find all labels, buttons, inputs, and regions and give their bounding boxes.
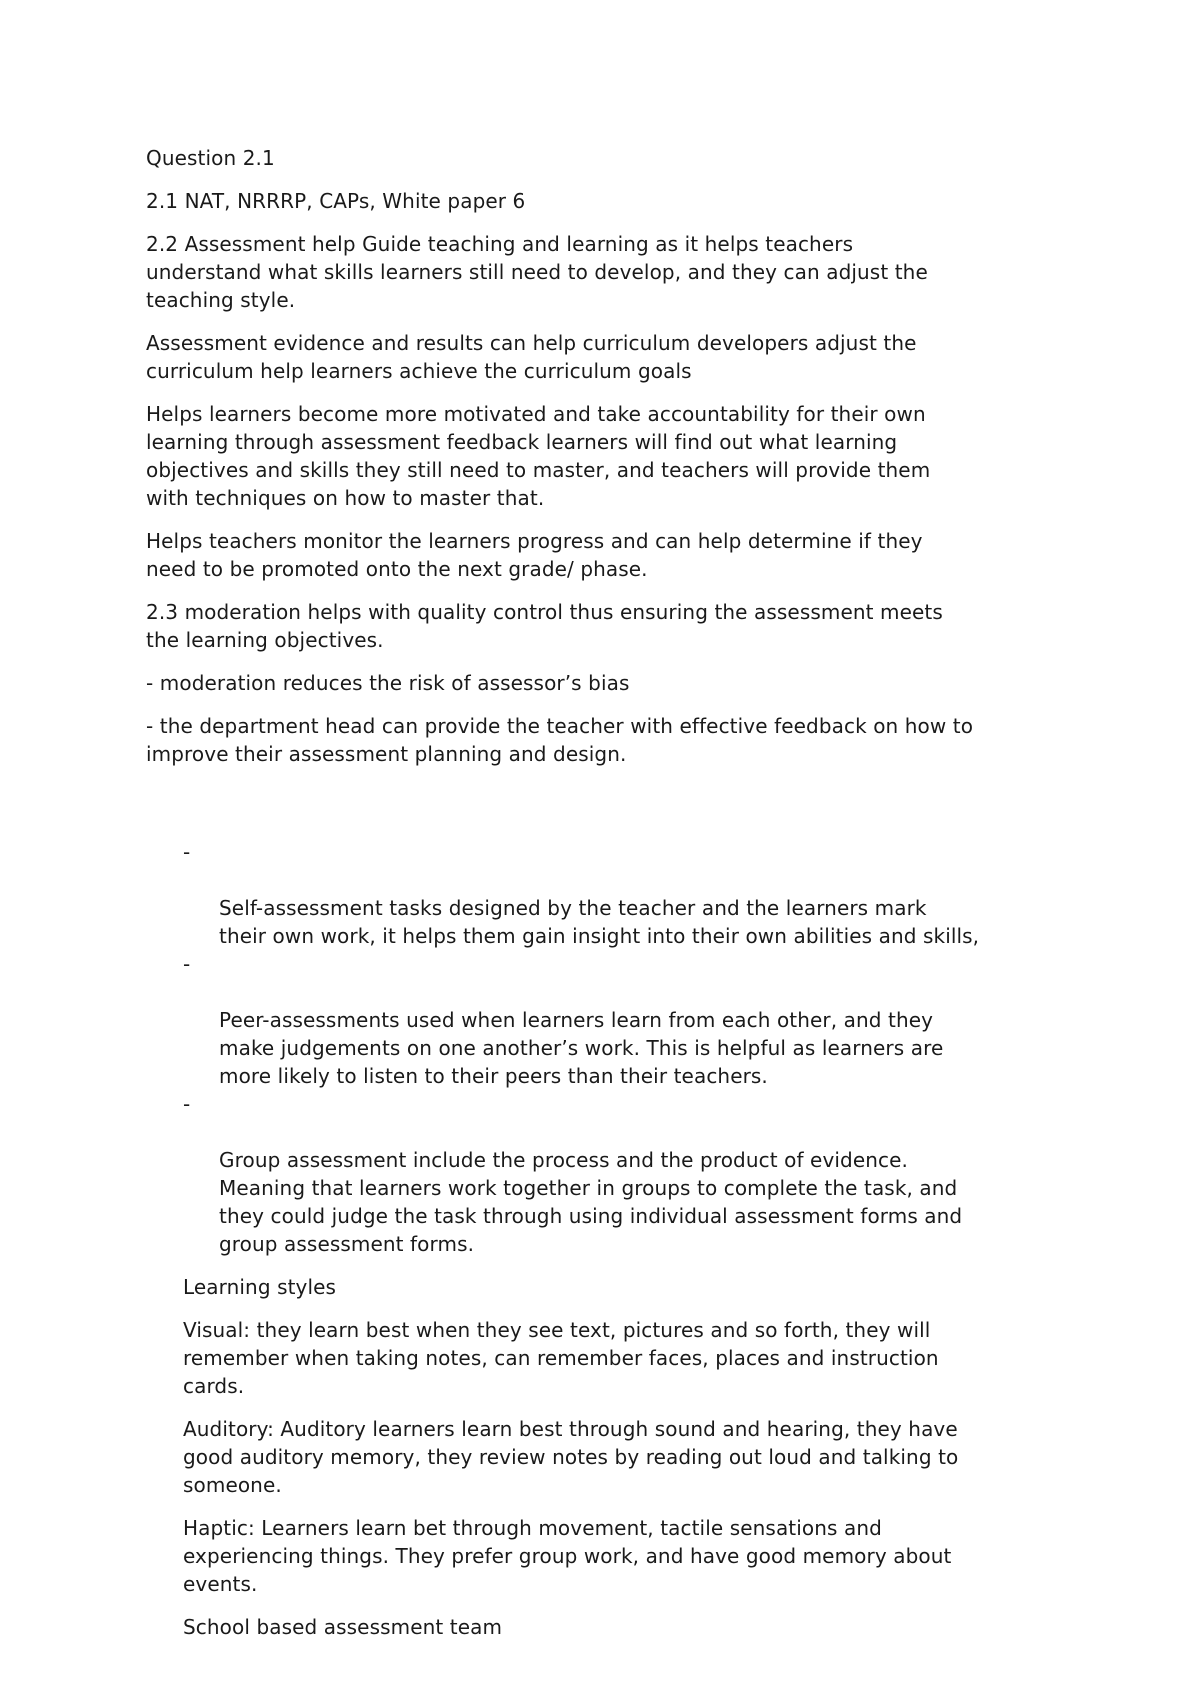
list-dash: - (183, 840, 191, 864)
list-item-text: Self-assessment tasks designed by the teacher and the learners mark their own work, it helps them gain insight into their own abilities and skills, (219, 896, 980, 948)
list-item (146, 838, 1066, 950)
paragraph-learner-motivation: Helps learners become more motivated and take accountability for their own learning through assessment feedback learners will find out what learning objectives and skills they still need to master, and teachers will provide them with techniques on how to master that. (146, 402, 931, 510)
learning-styles-heading: Learning styles (183, 1275, 337, 1299)
answer-2-1: 2.1 NAT, NRRRP, CAPs, White paper 6 (146, 189, 526, 213)
answer-2-2: 2.2 Assessment help Guide teaching and learning as it helps teachers understand what skills learners still need to develop, and they can adjust the teaching style. (146, 232, 928, 312)
moderation-point-feedback: - the department head can provide the teacher with effective feedback on how to improve their assessment planning and design. (146, 714, 974, 766)
learning-style-haptic: Haptic: Learners learn bet through movement, tactile sensations and experiencing things. They prefer group work, and have good memory about events. (183, 1516, 952, 1596)
answer-2-3: 2.3 moderation helps with quality control thus ensuring the assessment meets the learning objectives. (146, 600, 943, 652)
learning-style-auditory: Auditory: Auditory learners learn best through sound and hearing, they have good auditory memory, they review notes by reading out loud and talking to someone. (183, 1417, 959, 1497)
closing-line: School based assessment team (183, 1615, 503, 1639)
list-item-text: Peer-assessments used when learners learn from each other, and they make judgements on one another’s work. This is helpful as learners are more likely to listen to their peers than their teachers. (219, 1008, 944, 1088)
learning-style-visual: Visual: they learn best when they see text, pictures and so forth, they will remember when taking notes, can remember faces, places and instruction cards. (183, 1318, 939, 1398)
list-item-text: Group assessment include the process and the product of evidence. Meaning that learners work together in groups to complete the task, and they could judge the task through using individual assessment forms and group assessment forms. (219, 1148, 963, 1256)
assessment-types-list (146, 838, 1066, 1258)
list-dash: - (183, 1092, 191, 1116)
list-item (146, 950, 1066, 1090)
list-dash: - (183, 952, 191, 976)
blank-space (146, 783, 1066, 838)
question-heading: Question 2.1 (146, 146, 275, 170)
learning-styles-section (146, 1273, 1066, 1641)
paragraph-assessment-evidence: Assessment evidence and results can help curriculum developers adjust the curriculum help learners achieve the curriculum goals (146, 331, 917, 383)
moderation-point-bias: - moderation reduces the risk of assessor’s bias (146, 671, 630, 695)
paragraph-monitor-progress: Helps teachers monitor the learners progress and can help determine if they need to be promoted onto the next grade/ phase. (146, 529, 923, 581)
list-item (146, 1090, 1066, 1258)
document-body (146, 144, 1066, 1656)
